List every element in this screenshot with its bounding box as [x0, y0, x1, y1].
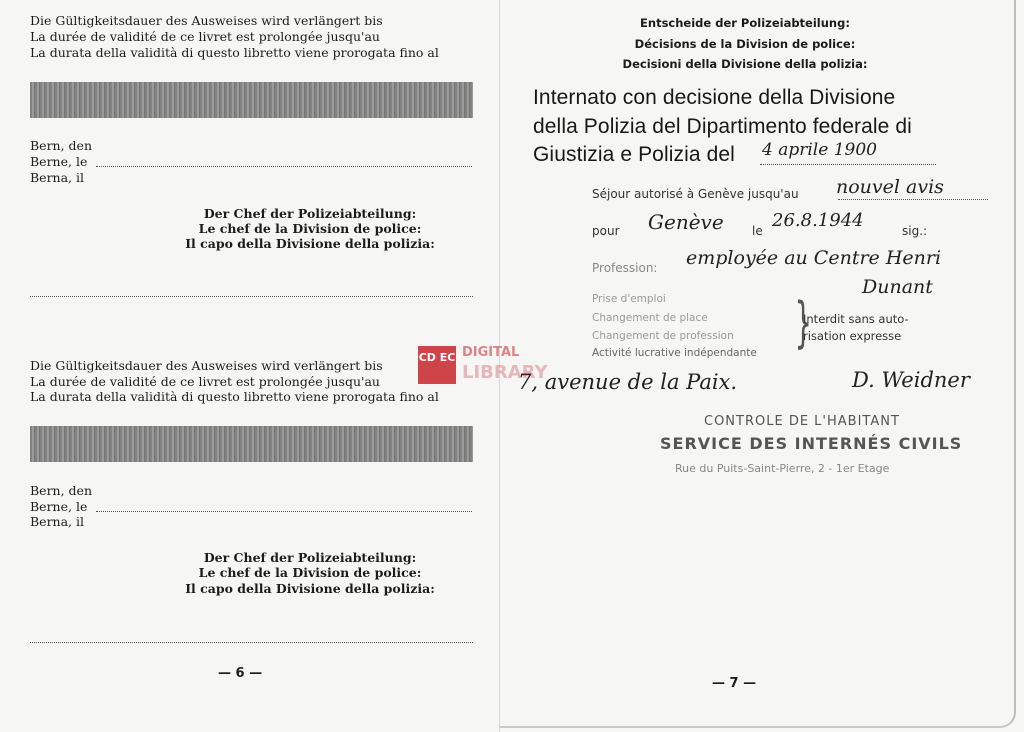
faint-list-item: Activité lucrative indépendante	[592, 347, 757, 359]
chief-line-it: Il capo della Divisione della polizia:	[185, 581, 435, 596]
le-label: le	[752, 224, 763, 238]
decision-line-2: della Polizia del Dipartimento federale di	[533, 115, 912, 138]
chief-line-it: Il capo della Divisione della polizia:	[185, 236, 435, 251]
place-line-fr: Berne, le	[30, 154, 88, 169]
place-line-it: Berna, il	[30, 514, 85, 529]
header-line-it: Decisioni della Divisione della polizia:	[622, 57, 868, 71]
sejour-dotted-line	[838, 199, 988, 200]
header-line-de: Entscheide der Polizeiabteilung:	[640, 16, 850, 30]
sejour-label: Séjour autorisé à Genève jusqu'au	[592, 187, 799, 201]
validity-line-fr: La durée de validité de ce livret est prolongée jusqu'au	[30, 29, 380, 44]
signature-dotted-line	[30, 296, 473, 297]
redacted-band	[30, 82, 473, 118]
validity-line-de: Die Gültigkeitsdauer des Ausweises wird verlängert bis	[30, 358, 383, 373]
place-line-it: Berna, il	[30, 170, 85, 185]
place-line-de: Bern, den	[30, 483, 93, 498]
validity-line-it: La durata della validità di questo libretto viene prorogata fino al	[30, 45, 439, 60]
chief-line-fr: Le chef de la Division de police:	[198, 565, 422, 580]
chief-line-de: Der Chef der Polizeiabteilung:	[203, 206, 417, 221]
stamp-line-1: CONTROLE DE L'HABITANT	[704, 414, 900, 429]
decision-line-1: Internato con decisione della Divisione	[533, 86, 896, 109]
date-dotted-line	[96, 166, 472, 167]
signature-handwritten: D. Weidner	[852, 368, 970, 392]
brace-icon: }	[794, 291, 812, 354]
pour-label: pour	[592, 224, 620, 238]
page-number-right: — 7 —	[712, 676, 757, 691]
page-number-left: — 6 —	[218, 666, 263, 681]
signature-dotted-line	[30, 642, 473, 643]
validity-line-it: La durata della validità di questo libretto viene prorogata fino al	[30, 389, 439, 404]
place-line-fr: Berne, le	[30, 499, 88, 514]
profession-value-handwritten: employée au Centre Henri	[686, 247, 942, 269]
validity-line-de: Die Gültigkeitsdauer des Ausweises wird verlängert bis	[30, 13, 383, 28]
header-line-fr: Décisions de la Division de police:	[634, 37, 856, 51]
redacted-band	[30, 426, 473, 462]
faint-list-item: Changement de place	[592, 312, 708, 324]
cdec-logo: CD EC	[418, 346, 456, 384]
sig-label: sig.:	[902, 224, 928, 238]
place-line-de: Bern, den	[30, 138, 93, 153]
le-value-handwritten: 26.8.1944	[772, 210, 864, 231]
decision-line-3: Giustizia e Polizia del	[533, 143, 735, 166]
faint-list-item: Changement de profession	[592, 330, 734, 342]
address-handwritten: 7, avenue de la Paix.	[518, 370, 738, 394]
chief-line-de: Der Chef der Polizeiabteilung:	[203, 550, 417, 565]
stamp-line-3: Rue du Puits-Saint-Pierre, 2 - 1er Etage	[675, 462, 890, 475]
profession-label: Profession:	[592, 261, 658, 275]
interdit-line-2: risation expresse	[803, 329, 902, 343]
faint-list-item: Prise d'emploi	[592, 293, 666, 305]
date-dotted-line	[96, 511, 472, 512]
watermark-library: LIBRARY	[462, 362, 548, 383]
watermark-digital: DIGITAL	[462, 345, 520, 360]
validity-line-fr: La durée de validité de ce livret est prolongée jusqu'au	[30, 374, 380, 389]
decision-date-handwritten: 4 aprile 1900	[762, 140, 877, 160]
stamp-line-2: SERVICE DES INTERNÉS CIVILS	[660, 434, 963, 453]
decision-date-line	[760, 164, 936, 165]
chief-line-fr: Le chef de la Division de police:	[198, 221, 422, 236]
interdit-line-1: Interdit sans auto-	[803, 312, 909, 326]
sejour-value-handwritten: nouvel avis	[836, 176, 944, 198]
profession-value-2-handwritten: Dunant	[862, 276, 933, 298]
pour-value-handwritten: Genève	[648, 210, 724, 234]
